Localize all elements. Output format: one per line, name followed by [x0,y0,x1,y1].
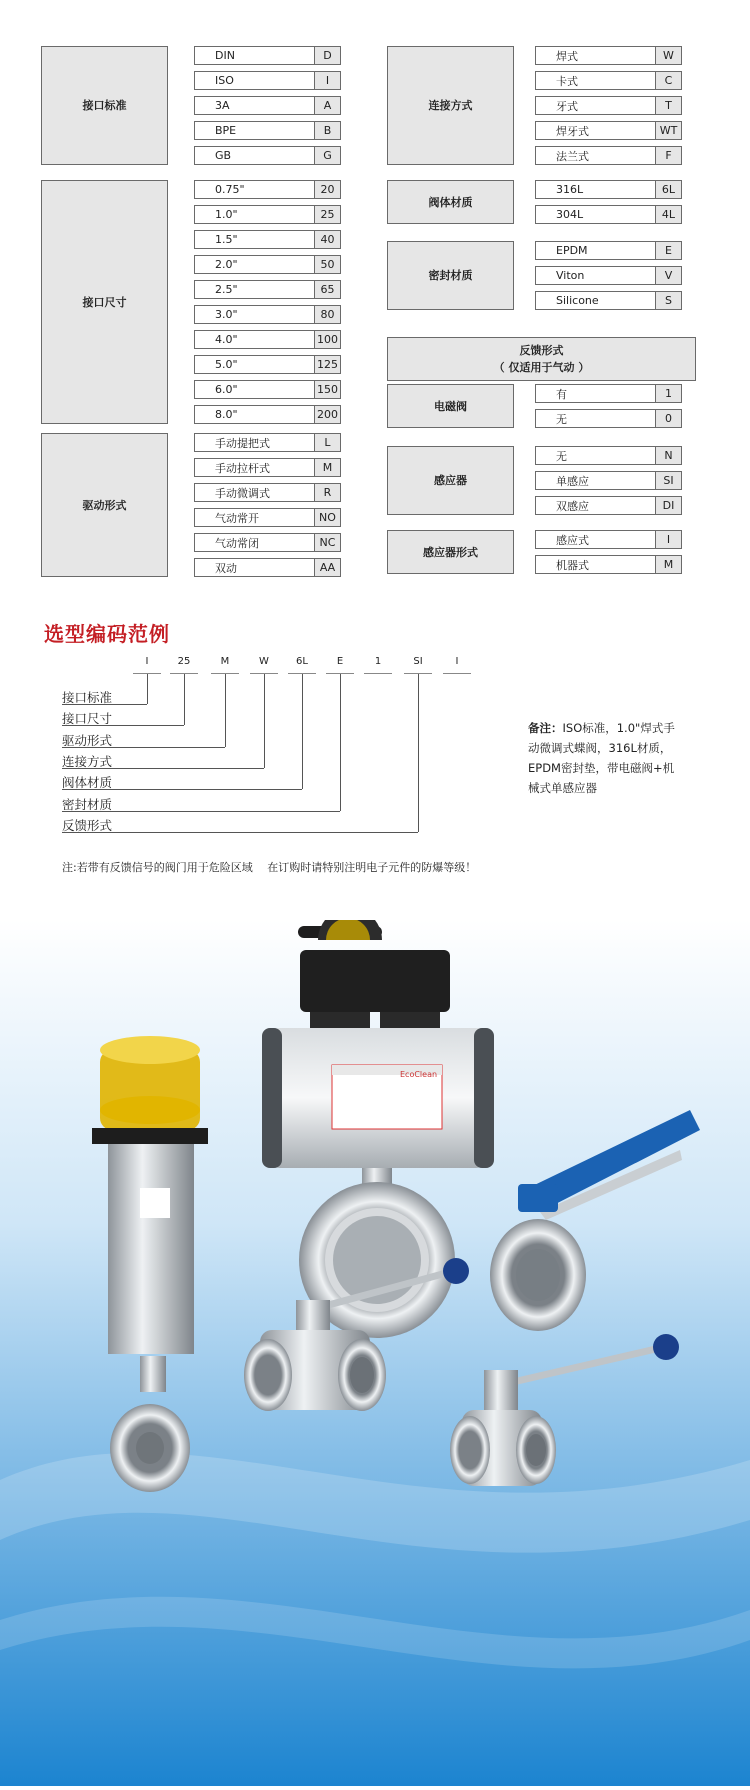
feedback-type-box [387,337,696,381]
option-name: 3.0" [195,306,315,323]
option-name: 焊牙式 [536,122,656,139]
option-code: A [315,97,340,114]
option-row [535,496,682,515]
option-code: 150 [317,383,338,396]
option-name: 焊式 [536,47,656,64]
option-name: 8.0" [195,406,315,423]
option-code: 50 [315,256,340,273]
option-name: 304L [536,206,656,223]
example-code: 25 [177,656,191,667]
example-code: SI [413,656,423,667]
option-row [194,558,341,577]
option-name: 感应式 [536,531,656,548]
leader-line [62,725,184,726]
option-name: EPDM [536,242,656,259]
option-name: 单感应 [536,472,656,489]
footnote: 注:若带有反馈信号的阀门用于危险区域 在订购时请特别注明电子元件的防爆等级！ [62,861,477,874]
leader-line [62,704,147,705]
option-name: 手动微调式 [195,484,315,501]
note-prefix: 备注： [528,721,563,735]
option-code: E [656,242,681,259]
option-row [194,458,341,477]
option-row [535,409,682,428]
option-code: 80 [315,306,340,323]
example-code: E [336,656,344,667]
option-name: Silicone [536,292,656,309]
product-photo [0,920,750,1786]
code-underline [364,673,392,674]
left-category-1: 接口尺寸 [41,180,168,424]
option-row [194,121,341,140]
option-code: W [656,47,681,64]
leader-line [184,674,185,725]
option-row [535,46,682,65]
example-label: 反馈形式 [62,817,113,833]
option-code: 0 [656,410,681,427]
option-code: WT [656,122,681,139]
option-code: SI [656,472,681,489]
option-code: 20 [315,181,340,198]
option-code: 4L [656,206,681,223]
leader-line [418,674,419,832]
option-name: DIN [195,47,315,64]
leader-line [62,811,340,812]
option-code: G [315,147,340,164]
leader-line [62,768,264,769]
option-row [194,96,341,115]
option-code: 65 [315,281,340,298]
option-name: Viton [536,267,656,284]
option-name: 5.0" [195,356,315,373]
option-name: 3A [195,97,315,114]
option-code: S [656,292,681,309]
example-label: 接口尺寸 [62,711,113,727]
option-code: 125 [317,358,338,371]
example-title: 选型编码范例 [44,622,170,646]
option-code: V [656,267,681,284]
option-name: 6.0" [195,381,315,398]
option-name: 气动常闭 [195,534,315,551]
option-name: 1.5" [195,231,315,248]
leader-line [147,674,148,704]
option-name: 气动常开 [195,509,315,526]
example-label: 接口标准 [62,690,113,705]
option-row [194,305,341,324]
option-row [535,96,682,115]
option-row [194,255,341,274]
note-line: 械式单感应器 [528,781,597,795]
option-name: 无 [536,447,656,464]
right-category-0: 连接方式 [387,46,514,165]
option-code: I [315,72,340,89]
leader-line [340,674,341,811]
example-label: 密封材质 [62,796,113,812]
option-name: 有 [536,385,656,402]
option-name: 无 [536,410,656,427]
option-row [194,146,341,165]
option-name: 手动拉杆式 [195,459,315,476]
option-row [535,530,682,549]
note-line: 动微调式蝶阀，316L材质， [528,741,672,755]
option-code: C [656,72,681,89]
left-category-0: 接口标准 [41,46,168,165]
option-code: R [315,484,340,501]
example-label: 驱动形式 [62,732,113,748]
note-line: ISO标准，1.0"焊式手 [562,721,675,735]
option-row [194,230,341,249]
option-row [194,533,341,552]
example-note [528,718,688,798]
option-row [535,291,682,310]
option-name: 0.75" [195,181,315,198]
leader-line [264,674,265,768]
example-code: I [145,656,149,667]
option-row [535,180,682,199]
option-code: B [315,122,340,139]
example-code: 6L [296,656,308,667]
option-row [194,355,341,374]
option-name: 1.0" [195,206,315,223]
option-code: DI [656,497,681,514]
example-code: W [259,656,269,667]
option-code: T [656,97,681,114]
option-code: M [315,459,340,476]
right-category-2: 密封材质 [387,241,514,310]
option-name: 双动 [195,559,315,576]
option-code: 6L [656,181,681,198]
option-row [535,266,682,285]
option-row [535,471,682,490]
leader-line [62,789,302,790]
example-label: 阀体材质 [62,775,113,791]
option-row [535,241,682,260]
leader-line [302,674,303,789]
option-row [194,483,341,502]
option-name: 4.0" [195,331,315,348]
left-category-2: 驱动形式 [41,433,168,577]
option-code: NO [315,509,340,526]
option-row [535,384,682,403]
option-row [535,446,682,465]
option-name: 手动提把式 [195,434,315,451]
option-name: GB [195,147,315,164]
option-row [194,205,341,224]
option-code: N [656,447,681,464]
option-code: NC [315,534,340,551]
feedback-type-title: 反馈形式 [519,344,564,357]
option-row [194,405,341,424]
option-row [535,121,682,140]
option-row [194,46,341,65]
example-code: 1 [374,656,382,667]
option-row [194,180,341,199]
option-name: ISO [195,72,315,89]
option-name: 卡式 [536,72,656,89]
option-code: 1 [656,385,681,402]
option-name: 牙式 [536,97,656,114]
right-category-5: 感应器形式 [387,530,514,574]
option-row [194,380,341,399]
option-name: 316L [536,181,656,198]
example-label: 连接方式 [62,753,113,769]
option-name: 机器式 [536,556,656,573]
option-name: 2.5" [195,281,315,298]
option-name: 2.0" [195,256,315,273]
option-row [194,330,341,349]
leader-line [62,832,418,833]
option-code: D [315,47,340,64]
option-row [535,555,682,574]
brand-label: EcoClean [400,1070,438,1079]
option-row [535,205,682,224]
option-code: L [315,434,340,451]
right-category-1: 阀体材质 [387,180,514,224]
example-code: M [220,656,230,667]
option-row [535,71,682,90]
option-code: 100 [317,333,338,346]
example-code: I [455,656,459,667]
leader-line [225,674,226,747]
option-code: 25 [315,206,340,223]
option-code: 200 [317,408,338,421]
option-code: I [656,531,681,548]
option-code: F [656,147,681,164]
option-code: M [656,556,681,573]
option-row [194,433,341,452]
option-row [194,71,341,90]
right-category-4: 感应器 [387,446,514,515]
option-row [194,280,341,299]
leader-line [62,747,225,748]
right-category-3: 电磁阀 [387,384,514,428]
code-underline [443,673,471,674]
option-name: BPE [195,122,315,139]
option-code: AA [315,559,340,576]
option-name: 法兰式 [536,147,656,164]
option-name: 双感应 [536,497,656,514]
note-line: EPDM密封垫，带电磁阀+机 [528,761,675,775]
option-row [194,508,341,527]
option-code: 40 [315,231,340,248]
option-row [535,146,682,165]
feedback-type-note: （ 仅适用于气动 ） [493,361,590,374]
